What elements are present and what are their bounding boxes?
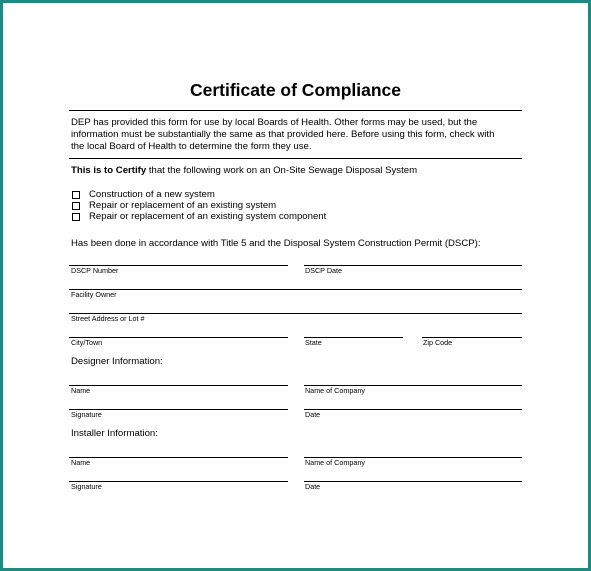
installer-name-field[interactable] [69,457,288,458]
option-repair-system[interactable] [72,200,326,211]
street-address-label: Street Address or Lot # [71,314,145,323]
installer-name-label: Name [71,458,91,467]
facility-owner-field[interactable] [69,289,522,290]
designer-date-field[interactable] [304,409,522,410]
dscp-number-label: DSCP Number [71,266,119,275]
intro-line-3: the local Board of Health to determine the form they use. [71,141,312,152]
installer-signature-field[interactable] [69,481,288,482]
designer-company-label: Name of Company [305,386,365,395]
installer-date-field[interactable] [304,481,522,482]
designer-name-field[interactable] [69,385,288,386]
installer-date-label: Date [305,482,321,491]
option-label: Construction of a new system [89,189,215,200]
intro-line-2: information must be substantially the same as that provided here. Before using this form, check with [71,129,495,140]
option-label: Repair or replacement of an existing system component [89,211,327,222]
checkbox-repair-component[interactable] [72,213,80,221]
designer-signature-label: Signature [71,410,102,419]
designer-date-label: Date [305,410,321,419]
state-label: State [305,338,322,347]
option-new-system[interactable] [72,189,326,200]
installer-heading: Installer Information: [71,428,158,439]
designer-name-label: Name [71,386,91,395]
installer-company-label: Name of Company [305,458,365,467]
certify-rest: that the following work on an On-Site Sewage Disposal System [146,165,418,176]
title-divider [69,110,522,111]
checkbox-repair-system[interactable] [72,202,80,210]
document-page [3,3,588,568]
intro-text [71,117,521,153]
dscp-date-label: DSCP Date [305,266,343,275]
intro-line-1: DEP has provided this form for use by local Boards of Health. Other forms may be used, but the [71,117,478,128]
certify-bold: This is to Certify [71,165,147,176]
facility-owner-label: Facility Owner [71,290,117,299]
city-town-label: City/Town [71,338,103,347]
certify-statement [71,165,417,177]
option-label: Repair or replacement of an existing system [89,200,277,211]
checkbox-new-system[interactable] [72,191,80,199]
accordance-statement: Has been done in accordance with Title 5 and the Disposal System Construction Permit (DSCP): [71,238,481,249]
designer-signature-field[interactable] [69,409,288,410]
designer-heading: Designer Information: [71,356,163,367]
page-title: Certificate of Compliance [189,80,402,100]
intro-divider [69,158,522,159]
option-repair-component[interactable] [72,211,326,222]
installer-signature-label: Signature [71,482,102,491]
work-type-options [72,189,326,222]
zip-code-label: Zip Code [423,338,453,347]
